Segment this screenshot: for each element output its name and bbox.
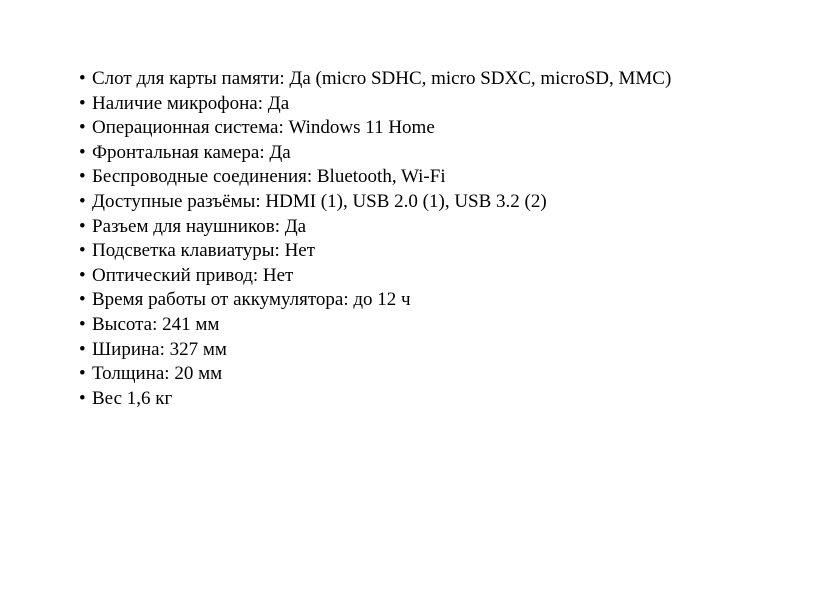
spec-text: Толщина: 20 мм [92,363,223,385]
bullet-icon: • [79,289,86,311]
spec-item-width [79,338,671,363]
spec-text: Беспроводные соединения: Bluetooth, Wi-Fi [92,166,446,188]
bullet-icon: • [79,264,86,286]
spec-text: Подсветка клавиатуры: Нет [92,240,316,262]
spec-item-wireless [79,165,671,190]
spec-item-battery-life [79,288,671,313]
spec-text: Высота: 241 мм [92,313,220,335]
bullet-icon: • [79,92,86,114]
spec-item-operating-system [79,116,671,141]
specification-list [79,67,671,411]
spec-item-height [79,313,671,338]
bullet-icon: • [79,338,86,360]
spec-text: Операционная система: Windows 11 Home [92,117,435,139]
spec-item-front-camera [79,141,671,166]
bullet-icon: • [79,215,86,237]
bullet-icon: • [79,68,86,89]
spec-item-memory-card-slot [79,67,671,92]
bullet-icon: • [79,190,86,212]
spec-item-weight [79,387,671,412]
spec-item-optical-drive [79,264,671,289]
spec-item-microphone [79,92,671,117]
bullet-icon: • [79,141,86,163]
spec-text: Вес 1,6 кг [92,387,173,409]
spec-text: Время работы от аккумулятора: до 12 ч [92,289,411,311]
bullet-icon: • [79,363,86,385]
spec-item-headphone-jack [79,215,671,240]
spec-item-ports [79,190,671,215]
bullet-icon: • [79,313,86,335]
bullet-icon: • [79,166,86,188]
spec-text: Ширина: 327 мм [92,338,227,360]
spec-text: Слот для карты памяти: Да (micro SDHC, micro SDXC, microSD, MMC) [92,68,672,89]
spec-text: Оптический привод: Нет [92,264,294,286]
bullet-icon: • [79,117,86,139]
spec-text: Наличие микрофона: Да [92,92,290,114]
spec-text: Фронтальная камера: Да [92,141,291,163]
spec-text: Разъем для наушников: Да [92,215,307,237]
bullet-icon: • [79,387,86,409]
bullet-icon: • [79,240,86,262]
spec-text: Доступные разъёмы: HDMI (1), USB 2.0 (1), USB 3.2 (2) [92,190,547,212]
spec-item-thickness [79,362,671,387]
spec-item-keyboard-backlight [79,239,671,264]
